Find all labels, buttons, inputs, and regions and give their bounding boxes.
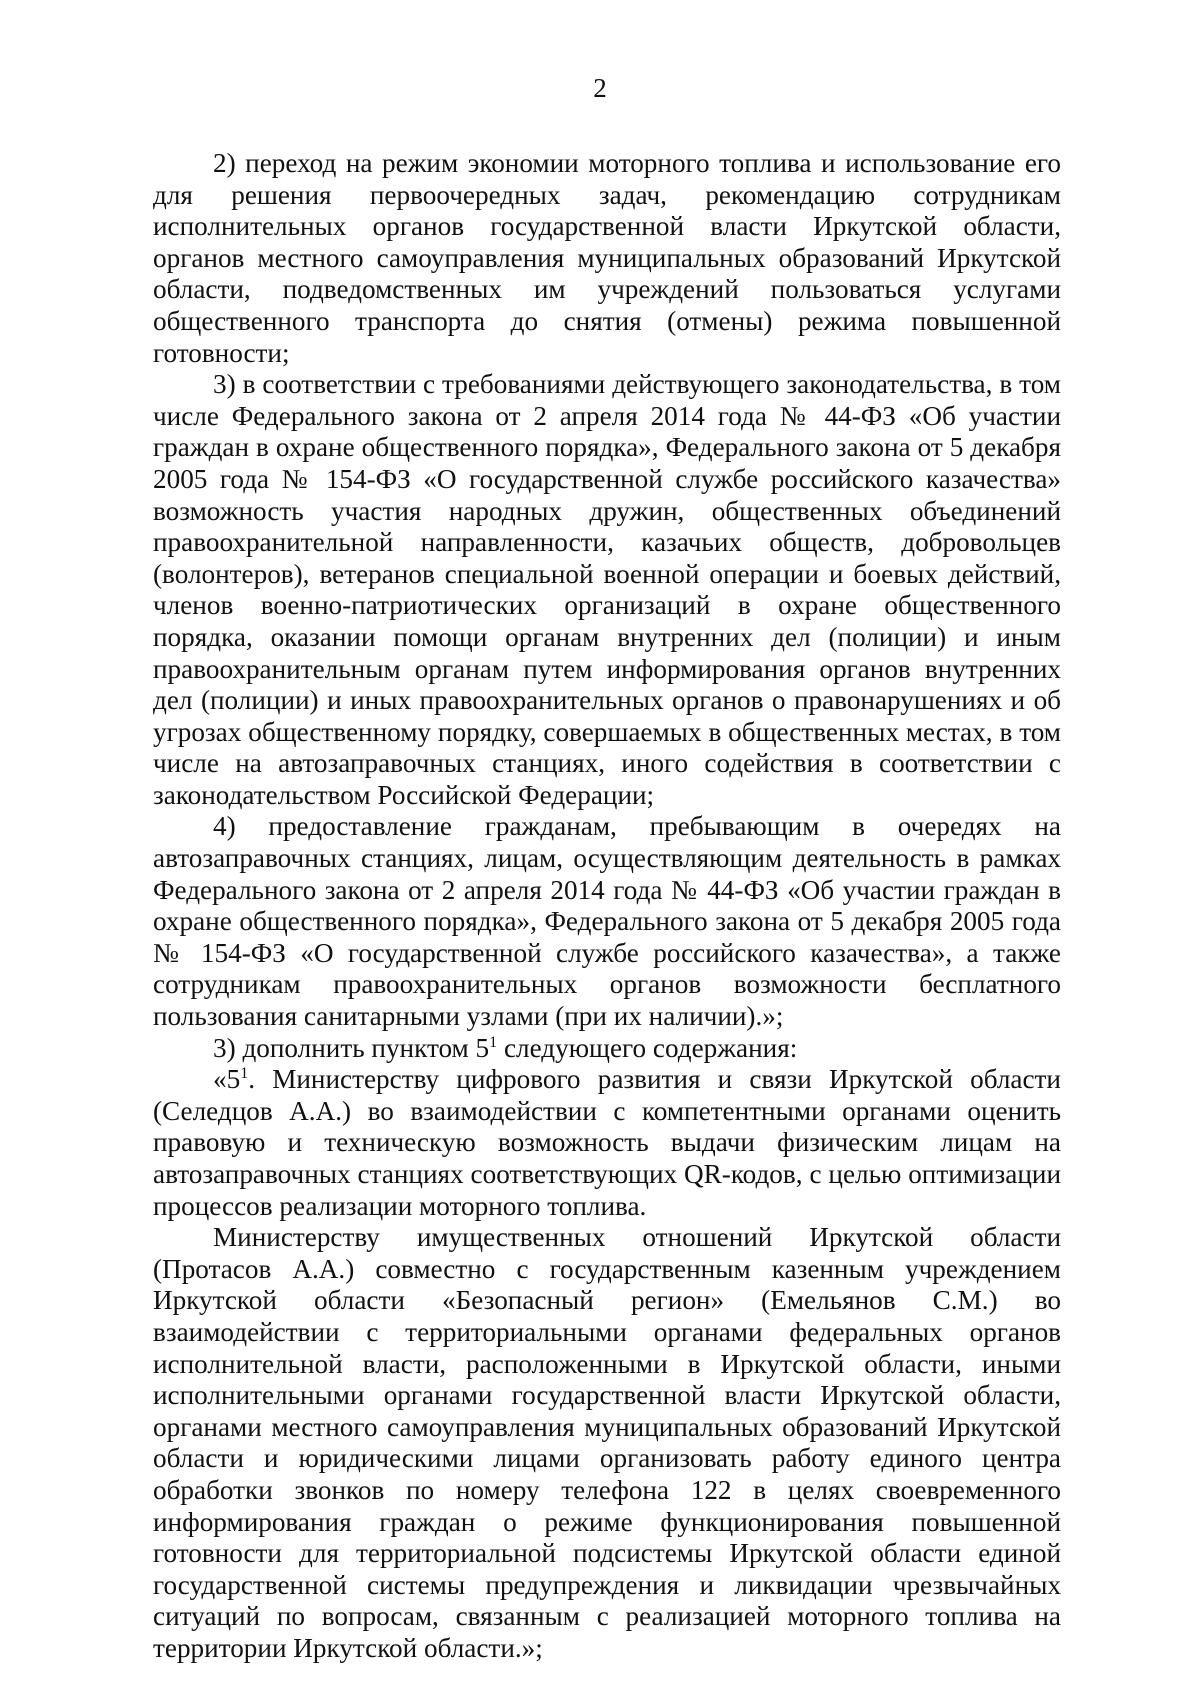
paragraph-sanitary-facilities: 4) предоставление гражданам, пребывающим в очередях на автозаправочных станциях, лицам, осуществляющим деятельность в рамках Федерального закона от 2 апреля 2014 года № 44-ФЗ «Об участии граждан в охране общественного порядка», Федерального закона от 5 декабря 2005 года № 154-ФЗ «О государственной службе российского казачества», а также сотрудникам правоохранительных органов возможности бесплатного пользования санитарными узлами (при их наличии).»; [153, 811, 1061, 1032]
paragraph-public-order: 3) в соответствии с требованиями действующего законодательства, в том числе Федерального закона от 2 апреля 2014 года № 44-ФЗ «Об участии граждан в охране общественного порядка», Федерального закона от 5 декабря 2005 года № 154-ФЗ «О государственной службе российского казачества» возможность участия народных дружин, общественных объединений правоохранительной направленности, казачьих обществ, добровольцев (волонтеров), ветеранов специальной военной операции и боевых действий, членов военно-патриотических организаций в охране общественного порядка, оказании помощи органам внутренних дел (полиции) и иным правоохранительным органам путем информирования органов внутренних дел (полиции) и иных правоохранительных органов о правонарушениях и об угрозах общественному порядку, совершаемых в общественных местах, в том числе на автозаправочных станциях, иного содействия в соответствии с законодательством Российской Федерации; [153, 369, 1061, 810]
point-number-prefix: «5 [213, 1064, 241, 1095]
paragraph-property-ministry: Министерству имущественных отношений Иркутской области (Протасов А.А.) совместно с государственным казенным учреждением Иркутской области «Безопасный регион» (Емельянов С.М.) во взаимодействии с территориальными органами федеральных органов исполнительной власти, расположенными в Иркутской области, иными исполнительными органами государственной власти Иркутской области, органами местного самоуправления муниципальных образований Иркутской области и юридическими лицами организовать работу единого центра обработки звонков по номеру телефона 122 в целях своевременного информирования граждан о режиме функционирования повышенной готовности для территориальной подсистемы Иркутской области единой государственной системы предупреждения и ликвидации чрезвычайных ситуаций по вопросам, связанным с реализацией моторного топлива на территории Иркутской области.»; [153, 1222, 1061, 1663]
digital-ministry-text: . Министерству цифрового развития и связи Иркутской области (Селедцов А.А.) во взаимодействии с компетентными органами оценить правовую и техническую возможность выдачи физическим лицам на автозаправочных станциях соответствующих QR-кодов, с целью оптимизации процессов реализации моторного топлива. [153, 1064, 1061, 1221]
paragraph-digital-ministry [153, 1064, 1061, 1222]
document-body [153, 148, 1061, 1665]
add-point-tail: следующего содержания: [497, 1032, 798, 1063]
page-number: 2 [593, 73, 607, 103]
add-point-superscript: 1 [489, 1033, 498, 1051]
paragraph-add-point [153, 1033, 1061, 1065]
add-point-text: 3) дополнить пунктом 5 [213, 1032, 490, 1063]
point-number-superscript: 1 [240, 1065, 249, 1083]
paragraph-fuel-economy: 2) переход на режим экономии моторного топлива и использование его для решения первоочередных задач, рекомендацию сотрудникам исполнительных органов государственной власти Иркутской области, органов местного самоуправления муниципальных образований Иркутской области, подведомственных им учреждений пользоваться услугами общественного транспорта до снятия (отмены) режима повышенной готовности; [153, 148, 1061, 368]
